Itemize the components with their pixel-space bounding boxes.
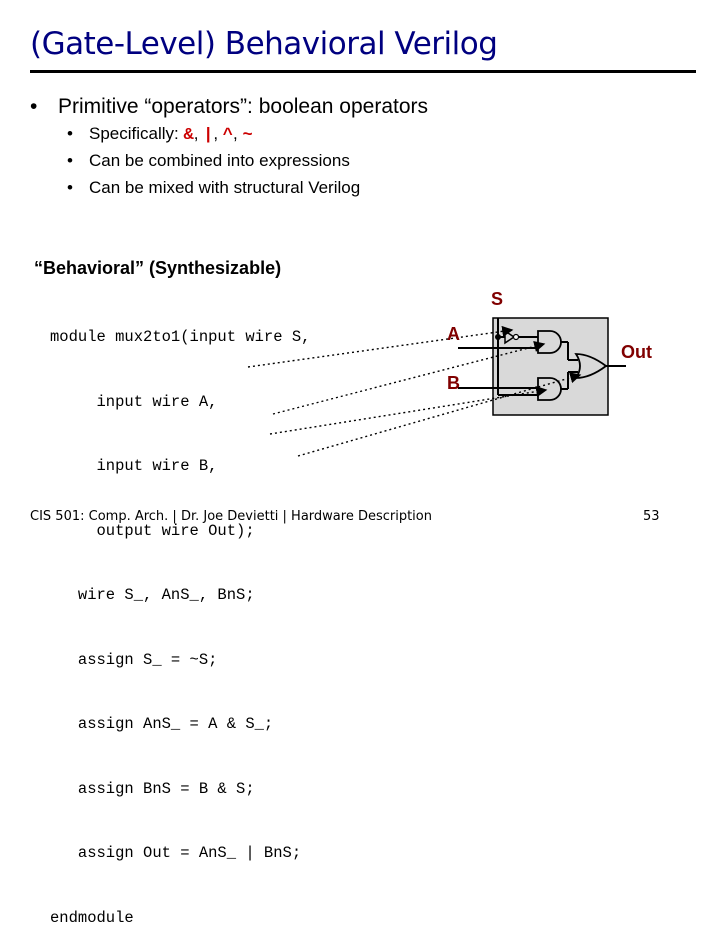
operator-or: | [203,126,214,145]
operator-and: & [183,126,194,145]
code-line: wire S_, AnS_, BnS; [50,586,255,604]
code-line: assign S_ = ~S; [50,650,218,669]
operator-not: ~ [242,126,253,145]
label-out: Out [621,342,652,362]
sub-bullet-text: Can be mixed with structural Verilog [89,178,361,197]
bullet-dot-icon: • [67,151,73,170]
code-line: assign Out = AnS_ | BnS; [50,844,302,862]
code-line: endmodule [50,908,134,927]
label-b: B [447,373,460,393]
code-line: assign AnS_ = A & S_; [50,715,274,733]
bullet-dot-icon: • [30,95,38,118]
label-a: A [447,324,460,344]
junction-dot [495,334,501,340]
bullet-dot-icon: • [67,178,73,197]
main-bullet-text: Primitive “operators”: boolean operators [58,95,429,118]
code-line: output wire Out); [50,521,255,540]
and-gate-top-icon [538,331,561,353]
operator-xor: ^ [222,126,233,145]
label-s: S [491,289,504,309]
code-line: assign BnS = B & S; [50,779,255,798]
behavioral-heading: “Behavioral” (Synthesizable) [34,258,282,278]
code-line: input wire B, [50,457,218,475]
sub-bullet-operators: • Specifically: &, |, ^, ~ [67,124,253,145]
code-line: module mux2to1(input wire S, [50,328,311,346]
sub-bullet-prefix: Specifically: [89,124,184,143]
footer-text: CIS 501: Comp. Arch. | Dr. Joe Devietti | Hardware Description [30,509,432,524]
page-number: 53 [643,509,660,524]
sub-bullet-text: Can be combined into expressions [89,151,350,170]
bullet-dot-icon: • [67,124,73,143]
slide-title: (Gate-Level) Behavioral Verilog [30,26,498,62]
code-line: input wire A, [50,392,218,411]
